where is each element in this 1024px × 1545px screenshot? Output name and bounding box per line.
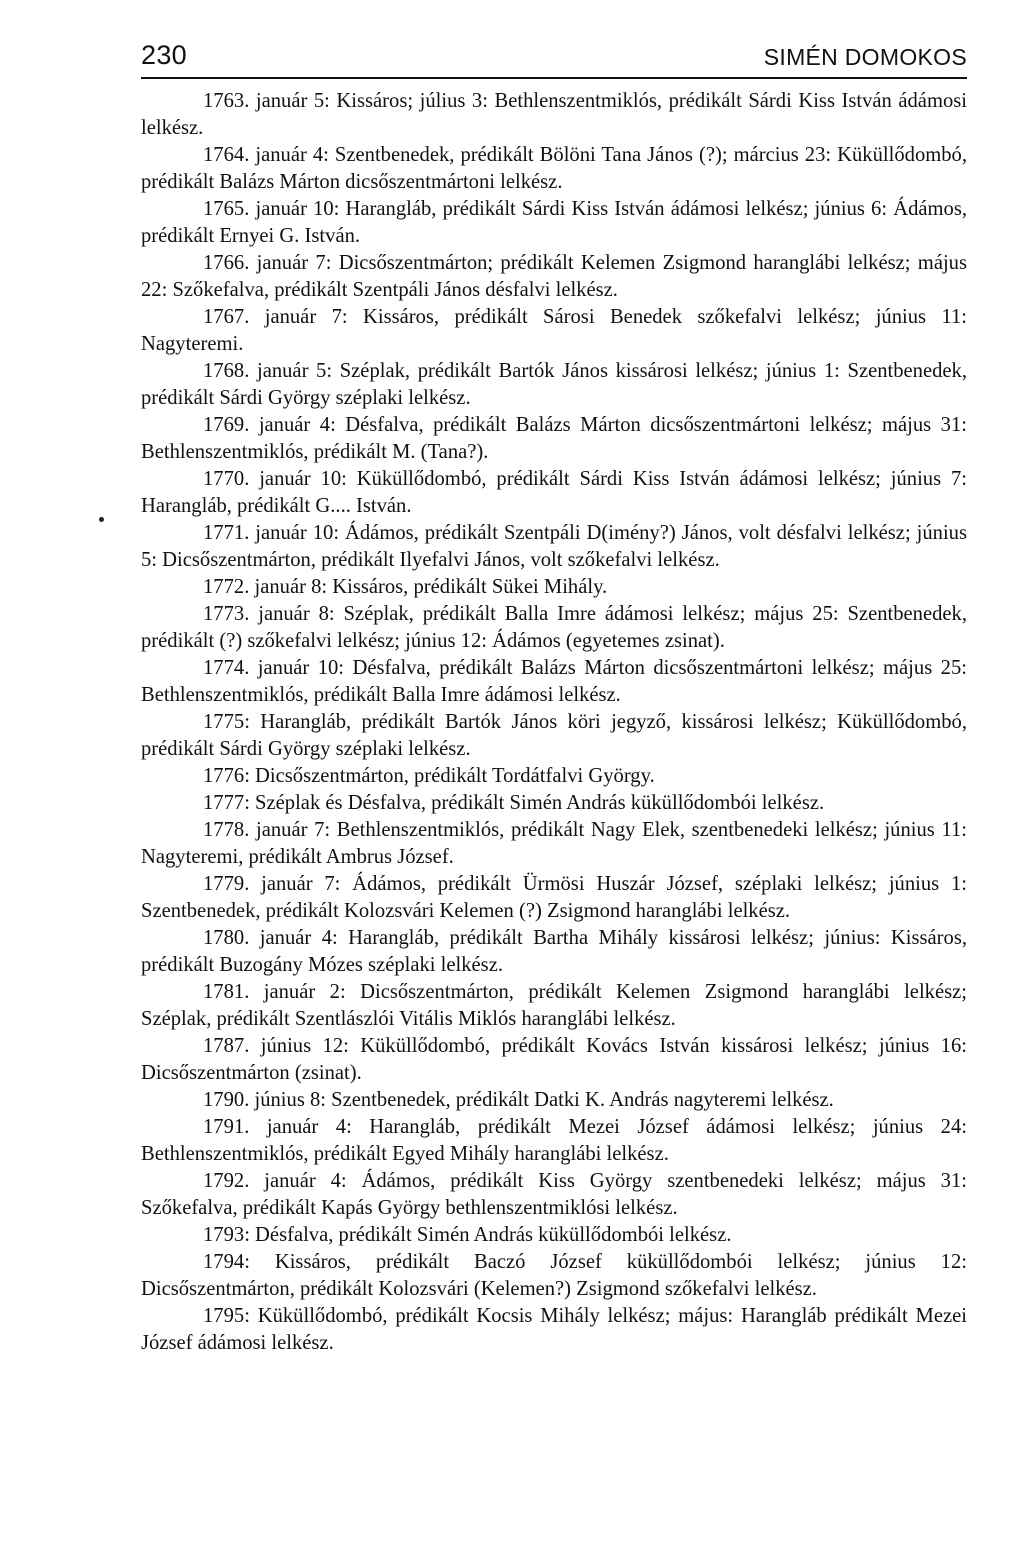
page-number: 230 (141, 40, 187, 70)
entry-1790: 1790. június 8: Szentbenedek, prédikált Datki K. András nagyteremi lelkész. (203, 1089, 834, 1111)
entry-1770: 1770. január 10: Küküllődombó, prédikált Sárdi Kiss István ádámosi lelkész; június 7: Harangláb, prédikált G.... István. (141, 468, 967, 517)
entry-1775: 1775: Harangláb, prédikált Bartók János köri jegyző, kissárosi lelkész; Küküllődombó, prédikált Sárdi György széplaki lelkész. (141, 711, 967, 760)
entry-1794: 1794: Kissáros, prédikált Baczó József küküllődombói lelkész; június 12: Dicsőszentmárton, prédikált Kolozsvári (Kelemen?) Zsigmond szőkefalvi lelkész. (141, 1251, 967, 1300)
entry-1792: 1792. január 4: Ádámos, prédikált Kiss György szentbenedeki lelkész; május 31: Szőkefalva, prédikált Kapás György bethlenszentmiklósi lelkész. (141, 1170, 967, 1219)
scan-speck (99, 517, 104, 522)
entry-1763: 1763. január 5: Kissáros; július 3: Bethlenszentmiklós, prédikált Sárdi Kiss István ádámosi lelkész. (141, 90, 967, 139)
entry-1795: 1795: Küküllődombó, prédikált Kocsis Mihály lelkész; május: Harangláb prédikált Mezei József ádámosi lelkész. (141, 1305, 967, 1354)
entry-1793: 1793: Désfalva, prédikált Simén András küküllődombói lelkész. (203, 1224, 732, 1246)
entry-1778: 1778. január 7: Bethlenszentmiklós, prédikált Nagy Elek, szentbenedeki lelkész; június 11: Nagyteremi, prédikált Ambrus József. (141, 819, 967, 868)
entry-1777: 1777: Széplak és Désfalva, prédikált Simén András küküllődombói lelkész. (203, 792, 825, 814)
entry-1776: 1776: Dicsőszentmárton, prédikált Tordátfalvi György. (203, 765, 655, 787)
entry-1767: 1767. január 7: Kissáros, prédikált Sárosi Benedek szőkefalvi lelkész; június 11: Nagyteremi. (141, 306, 967, 355)
entry-1766: 1766. január 7: Dicsőszentmárton; prédikált Kelemen Zsigmond haranglábi lelkész; május 22: Szőkefalva, prédikált Szentpáli János désfalvi lelkész. (141, 252, 967, 301)
entry-1764: 1764. január 4: Szentbenedek, prédikált Bölöni Tana János (?); március 23: Küküllődombó, prédikált Balázs Márton dicsőszentmártoni lelkész. (141, 144, 967, 193)
chronicle-entries (141, 88, 967, 1357)
entry-1768: 1768. január 5: Széplak, prédikált Bartók János kissárosi lelkész; június 1: Szentbenedek, prédikált Sárdi György széplaki lelkész. (141, 360, 967, 409)
entry-1773: 1773. január 8: Széplak, prédikált Balla Imre ádámosi lelkész; május 25: Szentbenedek, prédikált (?) szőkefalvi lelkész; június 12: Ádámos (egyetemes zsinat). (141, 603, 967, 652)
entry-1774: 1774. január 10: Désfalva, prédikált Balázs Márton dicsőszentmártoni lelkész; május 25: Bethlenszentmiklós, prédikált Balla Imre ádámosi lelkész. (141, 657, 967, 706)
entry-1772: 1772. január 8: Kissáros, prédikált Sükei Mihály. (203, 576, 608, 598)
entry-1769: 1769. január 4: Désfalva, prédikált Balázs Márton dicsőszentmártoni lelkész; május 31: Bethlenszentmiklós, prédikált M. (Tana?). (141, 414, 967, 463)
entry-1765: 1765. január 10: Harangláb, prédikált Sárdi Kiss István ádámosi lelkész; június 6: Ádámos, prédikált Ernyei G. István. (141, 198, 967, 247)
book-page (141, 40, 967, 1357)
entry-1787: 1787. június 12: Küküllődombó, prédikált Kovács István kissárosi lelkész; június 16: Dicsőszentmárton (zsinat). (141, 1035, 967, 1084)
entry-1779: 1779. január 7: Ádámos, prédikált Ürmösi Huszár József, széplaki lelkész; június 1: Szentbenedek, prédikált Kolozsvári Kelemen (?) Zsigmond haranglábi lelkész. (141, 873, 967, 922)
running-header (141, 40, 967, 79)
entry-1780: 1780. január 4: Harangláb, prédikált Bartha Mihály kissárosi lelkész; június: Kissáros, prédikált Buzogány Mózes széplaki lelkész. (141, 927, 967, 976)
entry-1781: 1781. január 2: Dicsőszentmárton, prédikált Kelemen Zsigmond haranglábi lelkész; Széplak, prédikált Szentlászlói Vitális Miklós haranglábi lelkész. (141, 981, 967, 1030)
running-title: SIMÉN DOMOKOS (763, 44, 967, 70)
entry-1771: 1771. január 10: Ádámos, prédikált Szentpáli D(imény?) János, volt désfalvi lelkész; június 5: Dicsőszentmárton, prédikált Ilyefalvi János, volt szőkefalvi lelkész. (141, 522, 967, 571)
entry-1791: 1791. január 4: Harangláb, prédikált Mezei József ádámosi lelkész; június 24: Bethlenszentmiklós, prédikált Egyed Mihály haranglábi lelkész. (141, 1116, 967, 1165)
